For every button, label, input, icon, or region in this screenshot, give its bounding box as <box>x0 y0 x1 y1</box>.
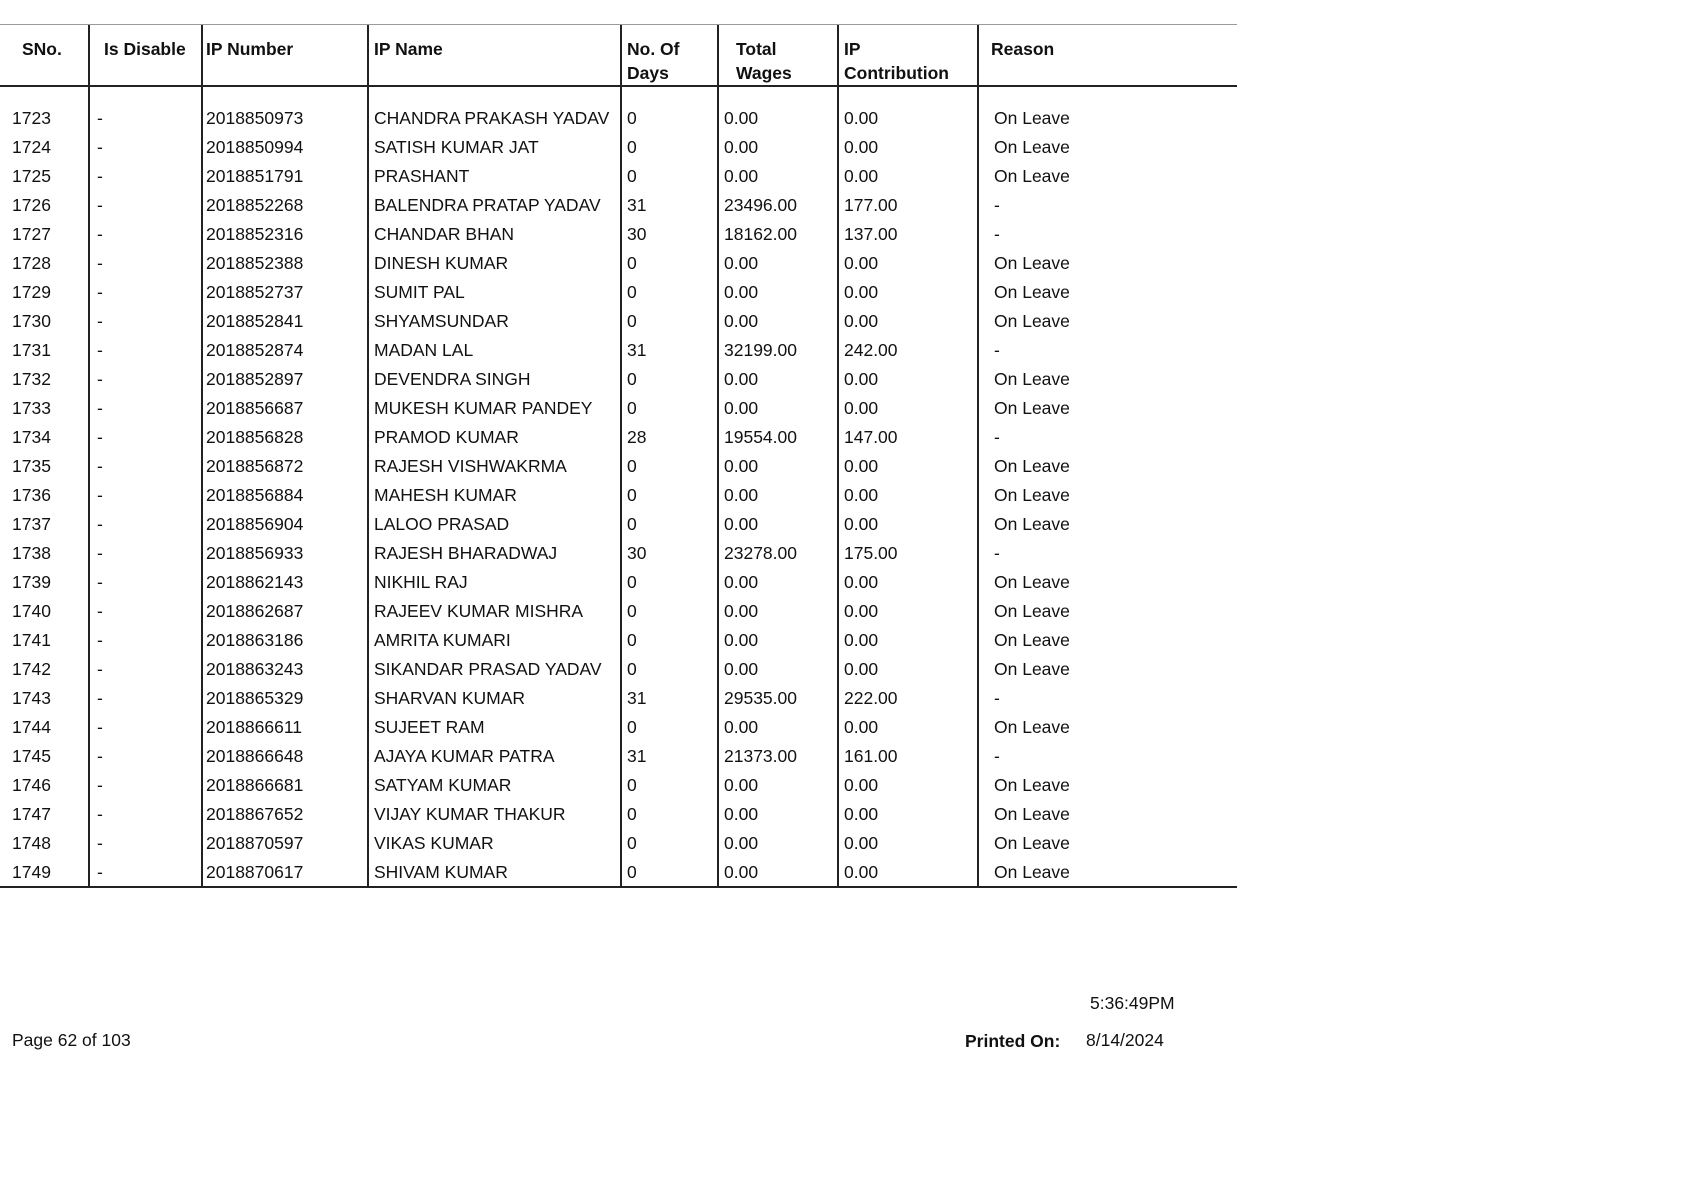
printed-on-label: Printed On: <box>965 1031 1061 1051</box>
spacer-cell <box>89 86 202 103</box>
cell-ip-contribution: 0.00 <box>838 654 978 683</box>
spacer-cell <box>978 86 1237 103</box>
cell-ip-name: AJAYA KUMAR PATRA <box>368 741 621 770</box>
cell-sno: 1723 <box>0 103 89 132</box>
cell-total-wages: 18162.00 <box>718 219 838 248</box>
cell-total-wages: 0.00 <box>718 364 838 393</box>
spacer-cell <box>718 86 838 103</box>
cell-reason: On Leave <box>994 514 1070 534</box>
cell-days: 31 <box>621 335 718 364</box>
cell-days: 0 <box>621 712 718 741</box>
cell-reason: On Leave <box>994 398 1070 418</box>
cell-total-wages: 0.00 <box>718 248 838 277</box>
cell-ip-contribution: 222.00 <box>838 683 978 712</box>
cell-reason: On Leave <box>994 659 1070 679</box>
cell-ip-number: 2018870617 <box>202 857 368 887</box>
cell-sno: 1730 <box>0 306 89 335</box>
cell-sno: 1725 <box>0 161 89 190</box>
cell-days: 0 <box>621 654 718 683</box>
cell-is-disable: - <box>89 683 202 712</box>
cell-ip-name: CHANDRA PRAKASH YADAV <box>368 103 621 132</box>
cell-is-disable: - <box>89 277 202 306</box>
table-header <box>0 25 1237 86</box>
cell-is-disable: - <box>89 770 202 799</box>
cell-sno: 1744 <box>0 712 89 741</box>
cell-is-disable: - <box>89 393 202 422</box>
cell-reason: - <box>994 427 1000 447</box>
cell-reason: On Leave <box>994 775 1070 795</box>
cell-reason: On Leave <box>994 630 1070 650</box>
cell-total-wages: 0.00 <box>718 770 838 799</box>
table-row <box>0 190 1237 219</box>
cell-is-disable: - <box>89 741 202 770</box>
cell-reason: On Leave <box>994 282 1070 302</box>
cell-is-disable: - <box>89 799 202 828</box>
cell-sno: 1735 <box>0 451 89 480</box>
cell-ip-contribution: 175.00 <box>838 538 978 567</box>
cell-reason: On Leave <box>978 857 1237 887</box>
cell-total-wages: 0.00 <box>718 857 838 887</box>
header-days <box>621 25 718 86</box>
cell-ip-contribution: 0.00 <box>838 103 978 132</box>
cell-sno: 1740 <box>0 596 89 625</box>
cell-total-wages: 0.00 <box>718 654 838 683</box>
cell-is-disable: - <box>89 857 202 887</box>
table-row <box>0 277 1237 306</box>
cell-sno: 1746 <box>0 770 89 799</box>
cell-ip-name: LALOO PRASAD <box>368 509 621 538</box>
cell-total-wages: 0.00 <box>718 277 838 306</box>
cell-sno: 1747 <box>0 799 89 828</box>
table-row <box>0 509 1237 538</box>
cell-days: 0 <box>621 161 718 190</box>
cell-ip-number: 2018866648 <box>202 741 368 770</box>
header-is-disable: Is Disable <box>89 25 202 86</box>
table-row <box>0 741 1237 770</box>
cell-ip-contribution: 0.00 <box>838 306 978 335</box>
cell-is-disable: - <box>89 161 202 190</box>
cell-reason: - <box>994 224 1000 244</box>
cell-total-wages: 0.00 <box>718 828 838 857</box>
cell-ip-number: 2018866681 <box>202 770 368 799</box>
cell-reason: On Leave <box>994 166 1070 186</box>
cell-ip-name: VIKAS KUMAR <box>368 828 621 857</box>
table-row <box>0 799 1237 828</box>
cell-is-disable: - <box>89 625 202 654</box>
cell-ip-name: CHANDAR BHAN <box>368 219 621 248</box>
cell-days: 28 <box>621 422 718 451</box>
cell-reason: - <box>994 746 1000 766</box>
cell-sno: 1745 <box>0 741 89 770</box>
cell-is-disable: - <box>89 509 202 538</box>
table-row <box>0 132 1237 161</box>
cell-ip-number: 2018856687 <box>202 393 368 422</box>
cell-reason: On Leave <box>994 253 1070 273</box>
cell-days: 0 <box>621 770 718 799</box>
report-sheet <box>0 24 1237 888</box>
cell-sno: 1728 <box>0 248 89 277</box>
header-ip-name: IP Name <box>368 25 621 86</box>
cell-sno: 1726 <box>0 190 89 219</box>
spacer-cell <box>621 86 718 103</box>
cell-total-wages: 0.00 <box>718 712 838 741</box>
cell-ip-number: 2018856933 <box>202 538 368 567</box>
cell-ip-contribution: 0.00 <box>838 364 978 393</box>
cell-ip-number: 2018852874 <box>202 335 368 364</box>
table-row <box>0 683 1237 712</box>
cell-ip-number: 2018863243 <box>202 654 368 683</box>
cell-is-disable: - <box>89 712 202 741</box>
cell-total-wages: 0.00 <box>718 625 838 654</box>
cell-days: 0 <box>621 306 718 335</box>
cell-ip-contribution: 177.00 <box>838 190 978 219</box>
cell-ip-contribution: 0.00 <box>838 161 978 190</box>
table-row <box>0 451 1237 480</box>
cell-days: 30 <box>621 219 718 248</box>
cell-days: 30 <box>621 538 718 567</box>
cell-days: 31 <box>621 190 718 219</box>
cell-ip-name: SATISH KUMAR JAT <box>368 132 621 161</box>
cell-ip-name: SHARVAN KUMAR <box>368 683 621 712</box>
cell-total-wages: 0.00 <box>718 161 838 190</box>
cell-ip-name: NIKHIL RAJ <box>368 567 621 596</box>
cell-ip-number: 2018852268 <box>202 190 368 219</box>
cell-total-wages: 0.00 <box>718 451 838 480</box>
cell-total-wages: 0.00 <box>718 132 838 161</box>
table-row <box>0 712 1237 741</box>
table-row <box>0 654 1237 683</box>
cell-reason: On Leave <box>994 456 1070 476</box>
cell-reason: - <box>994 688 1000 708</box>
table-row <box>0 306 1237 335</box>
cell-sno: 1748 <box>0 828 89 857</box>
cell-ip-contribution: 0.00 <box>838 132 978 161</box>
cell-reason: - <box>994 195 1000 215</box>
cell-reason: On Leave <box>994 804 1070 824</box>
cell-days: 0 <box>621 828 718 857</box>
cell-is-disable: - <box>89 364 202 393</box>
cell-ip-contribution: 0.00 <box>838 857 978 887</box>
cell-ip-number: 2018856872 <box>202 451 368 480</box>
cell-ip-name: BALENDRA PRATAP YADAV <box>368 190 621 219</box>
cell-ip-contribution: 0.00 <box>838 277 978 306</box>
cell-total-wages: 0.00 <box>718 509 838 538</box>
cell-sno: 1724 <box>0 132 89 161</box>
table-row <box>0 538 1237 567</box>
cell-ip-number: 2018865329 <box>202 683 368 712</box>
cell-ip-name: RAJESH BHARADWAJ <box>368 538 621 567</box>
cell-is-disable: - <box>89 248 202 277</box>
cell-ip-name: AMRITA KUMARI <box>368 625 621 654</box>
cell-days: 0 <box>621 567 718 596</box>
header-wages-line2: Wages <box>736 63 792 83</box>
table-row <box>0 596 1237 625</box>
table-row <box>0 393 1237 422</box>
header-ip-number: IP Number <box>202 25 368 86</box>
cell-ip-contribution: 242.00 <box>838 335 978 364</box>
cell-is-disable: - <box>89 654 202 683</box>
cell-ip-name: MAHESH KUMAR <box>368 480 621 509</box>
cell-is-disable: - <box>89 538 202 567</box>
cell-is-disable: - <box>89 828 202 857</box>
cell-ip-contribution: 0.00 <box>838 567 978 596</box>
cell-days: 0 <box>621 625 718 654</box>
cell-is-disable: - <box>89 103 202 132</box>
header-sno: SNo. <box>0 25 89 86</box>
cell-is-disable: - <box>89 132 202 161</box>
cell-ip-contribution: 0.00 <box>838 480 978 509</box>
cell-sno: 1749 <box>0 857 89 887</box>
cell-total-wages: 19554.00 <box>718 422 838 451</box>
cell-is-disable: - <box>89 596 202 625</box>
cell-sno: 1734 <box>0 422 89 451</box>
cell-sno: 1727 <box>0 219 89 248</box>
table-row <box>0 364 1237 393</box>
cell-sno: 1741 <box>0 625 89 654</box>
cell-ip-number: 2018866611 <box>202 712 368 741</box>
cell-reason: On Leave <box>994 717 1070 737</box>
cell-days: 0 <box>621 509 718 538</box>
cell-reason: On Leave <box>994 572 1070 592</box>
cell-sno: 1737 <box>0 509 89 538</box>
printed-time: 5:36:49PM <box>1090 993 1175 1013</box>
cell-ip-number: 2018850994 <box>202 132 368 161</box>
cell-ip-name: DEVENDRA SINGH <box>368 364 621 393</box>
cell-ip-number: 2018862143 <box>202 567 368 596</box>
cell-ip-name: PRAMOD KUMAR <box>368 422 621 451</box>
table-row <box>0 422 1237 451</box>
cell-sno: 1732 <box>0 364 89 393</box>
spacer-cell <box>0 86 89 103</box>
cell-total-wages: 0.00 <box>718 393 838 422</box>
cell-ip-name: SHYAMSUNDAR <box>368 306 621 335</box>
cell-total-wages: 21373.00 <box>718 741 838 770</box>
cell-ip-number: 2018856828 <box>202 422 368 451</box>
cell-is-disable: - <box>89 451 202 480</box>
cell-ip-number: 2018862687 <box>202 596 368 625</box>
header-wages-line1: Total <box>736 39 777 59</box>
table-row <box>0 219 1237 248</box>
table-row <box>0 335 1237 364</box>
cell-days: 0 <box>621 596 718 625</box>
cell-ip-contribution: 0.00 <box>838 712 978 741</box>
cell-ip-name: DINESH KUMAR <box>368 248 621 277</box>
cell-total-wages: 0.00 <box>718 567 838 596</box>
cell-days: 31 <box>621 683 718 712</box>
cell-ip-contribution: 137.00 <box>838 219 978 248</box>
cell-sno: 1731 <box>0 335 89 364</box>
cell-is-disable: - <box>89 219 202 248</box>
cell-ip-contribution: 0.00 <box>838 451 978 480</box>
table-spacer-row <box>0 86 1237 103</box>
cell-sno: 1729 <box>0 277 89 306</box>
table-row <box>0 625 1237 654</box>
table-row <box>0 857 1237 887</box>
cell-ip-number: 2018867652 <box>202 799 368 828</box>
cell-days: 0 <box>621 857 718 887</box>
header-contrib-line1: IP <box>844 39 861 59</box>
cell-days: 0 <box>621 451 718 480</box>
cell-ip-contribution: 0.00 <box>838 625 978 654</box>
cell-total-wages: 0.00 <box>718 596 838 625</box>
page-number: Page 62 of 103 <box>12 1030 131 1050</box>
cell-total-wages: 29535.00 <box>718 683 838 712</box>
cell-ip-name: MADAN LAL <box>368 335 621 364</box>
header-contrib-line2: Contribution <box>844 63 949 83</box>
cell-sno: 1733 <box>0 393 89 422</box>
cell-reason: On Leave <box>994 485 1070 505</box>
cell-ip-number: 2018851791 <box>202 161 368 190</box>
cell-ip-name: SUMIT PAL <box>368 277 621 306</box>
header-reason: Reason <box>978 25 1237 86</box>
cell-reason: On Leave <box>994 137 1070 157</box>
spacer-cell <box>202 86 368 103</box>
cell-reason: On Leave <box>994 833 1070 853</box>
cell-ip-number: 2018870597 <box>202 828 368 857</box>
cell-sno: 1743 <box>0 683 89 712</box>
cell-ip-number: 2018852841 <box>202 306 368 335</box>
header-total-wages <box>718 25 838 86</box>
cell-ip-contribution: 161.00 <box>838 741 978 770</box>
cell-total-wages: 23278.00 <box>718 538 838 567</box>
cell-ip-number: 2018856884 <box>202 480 368 509</box>
cell-sno: 1738 <box>0 538 89 567</box>
cell-sno: 1742 <box>0 654 89 683</box>
cell-ip-contribution: 0.00 <box>838 509 978 538</box>
cell-sno: 1739 <box>0 567 89 596</box>
cell-total-wages: 0.00 <box>718 306 838 335</box>
cell-reason: On Leave <box>994 369 1070 389</box>
cell-ip-number: 2018852897 <box>202 364 368 393</box>
cell-reason: - <box>994 543 1000 563</box>
cell-ip-number: 2018863186 <box>202 625 368 654</box>
header-days-line2: Days <box>627 63 669 83</box>
table-body <box>0 86 1237 887</box>
cell-ip-number: 2018852316 <box>202 219 368 248</box>
cell-ip-name: PRASHANT <box>368 161 621 190</box>
cell-days: 0 <box>621 393 718 422</box>
cell-total-wages: 23496.00 <box>718 190 838 219</box>
cell-total-wages: 0.00 <box>718 480 838 509</box>
cell-days: 0 <box>621 103 718 132</box>
cell-days: 0 <box>621 277 718 306</box>
cell-total-wages: 32199.00 <box>718 335 838 364</box>
cell-total-wages: 0.00 <box>718 799 838 828</box>
cell-sno: 1736 <box>0 480 89 509</box>
cell-ip-name: SATYAM KUMAR <box>368 770 621 799</box>
cell-ip-contribution: 0.00 <box>838 799 978 828</box>
cell-days: 0 <box>621 480 718 509</box>
table-row <box>0 161 1237 190</box>
cell-ip-contribution: 0.00 <box>838 828 978 857</box>
cell-reason: On Leave <box>994 108 1070 128</box>
cell-is-disable: - <box>89 306 202 335</box>
cell-ip-name: MUKESH KUMAR PANDEY <box>368 393 621 422</box>
cell-ip-number: 2018856904 <box>202 509 368 538</box>
cell-ip-name: SIKANDAR PRASAD YADAV <box>368 654 621 683</box>
cell-total-wages: 0.00 <box>718 103 838 132</box>
cell-reason: On Leave <box>994 311 1070 331</box>
header-row <box>0 25 1237 86</box>
spacer-cell <box>368 86 621 103</box>
cell-ip-contribution: 0.00 <box>838 596 978 625</box>
cell-ip-contribution: 0.00 <box>838 770 978 799</box>
printed-on-date: 8/14/2024 <box>1086 1030 1164 1050</box>
cell-is-disable: - <box>89 335 202 364</box>
table-row <box>0 480 1237 509</box>
cell-reason: On Leave <box>994 601 1070 621</box>
table-row <box>0 248 1237 277</box>
cell-ip-name: RAJEEV KUMAR MISHRA <box>368 596 621 625</box>
cell-is-disable: - <box>89 190 202 219</box>
cell-is-disable: - <box>89 422 202 451</box>
cell-days: 0 <box>621 248 718 277</box>
cell-ip-name: RAJESH VISHWAKRMA <box>368 451 621 480</box>
cell-ip-contribution: 0.00 <box>838 248 978 277</box>
cell-days: 0 <box>621 799 718 828</box>
table-row <box>0 567 1237 596</box>
cell-ip-contribution: 147.00 <box>838 422 978 451</box>
contribution-table <box>0 25 1237 888</box>
cell-ip-number: 2018852388 <box>202 248 368 277</box>
spacer-cell <box>838 86 978 103</box>
cell-days: 31 <box>621 741 718 770</box>
cell-days: 0 <box>621 132 718 161</box>
cell-ip-name: VIJAY KUMAR THAKUR <box>368 799 621 828</box>
cell-ip-number: 2018850973 <box>202 103 368 132</box>
cell-reason: - <box>994 340 1000 360</box>
table-row <box>0 770 1237 799</box>
cell-ip-name: SUJEET RAM <box>368 712 621 741</box>
header-days-line1: No. Of <box>627 39 680 59</box>
table-row <box>0 103 1237 132</box>
cell-days: 0 <box>621 364 718 393</box>
cell-is-disable: - <box>89 480 202 509</box>
cell-is-disable: - <box>89 567 202 596</box>
cell-ip-contribution: 0.00 <box>838 393 978 422</box>
cell-ip-name: SHIVAM KUMAR <box>368 857 621 887</box>
header-ip-contribution <box>838 25 978 86</box>
table-row <box>0 828 1237 857</box>
cell-ip-number: 2018852737 <box>202 277 368 306</box>
